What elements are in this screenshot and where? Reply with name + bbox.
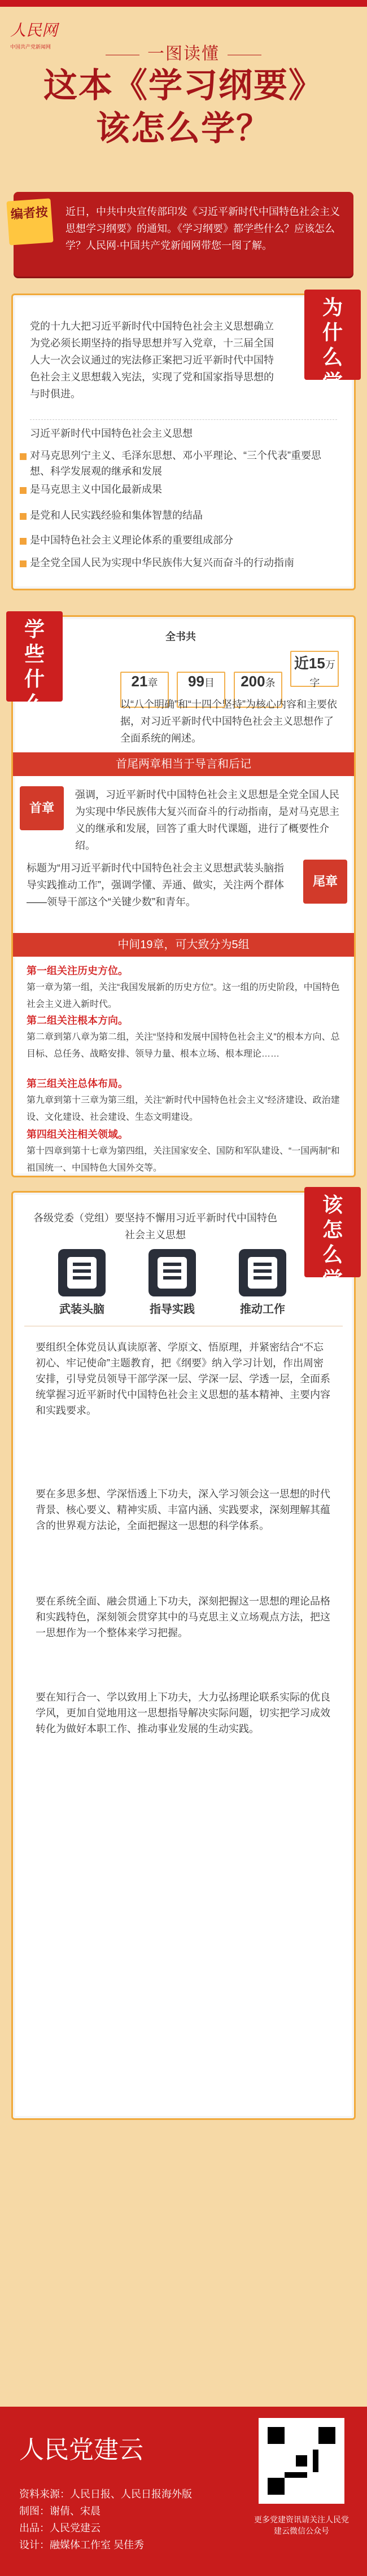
- section-why-tag: [304, 290, 361, 419]
- logo-subtitle: 中国共产党新闻网: [10, 44, 51, 50]
- section-how-char: 么: [322, 1243, 343, 1267]
- group-2-title: 第二组关注根本方向。: [27, 1015, 128, 1026]
- editor-tag: 编者按: [6, 198, 53, 245]
- footer-meta-line: 设计：融媒体工作室 吴佳秀: [19, 2539, 144, 2551]
- ribbon-middle: 中间19章，可大致分为5组: [13, 933, 354, 957]
- section-what-char: 么: [24, 692, 45, 716]
- section-why-char: 为: [322, 296, 343, 319]
- section-how-tag: [304, 1187, 361, 1316]
- list-item: 是中国特色社会主义理论体系的重要组成部分: [30, 532, 337, 548]
- icon-label: 指导实践: [150, 1303, 195, 1316]
- section-what-tag: [6, 611, 63, 741]
- group-2-text: 第二章到第八章为第二组，关注“坚持和发展中国特色社会主义”的根本方向、总目标、总任务、战略安排、领导力量、根本立场、根本理论……: [27, 1032, 340, 1059]
- list-item: 对马克思列宁主义、毛泽东思想、邓小平理论、“三个代表”重要思想、科学发展观的继承和发展: [30, 448, 337, 479]
- section-how-char: ？: [322, 1293, 343, 1316]
- section-what: [11, 615, 356, 1177]
- qr-caption: 更多党建资讯请关注人民党建云微信公众号: [254, 2515, 349, 2535]
- how-item: 要在知行合一、学以致用上下功夫，大力弘扬理论联系实际的优良学风，更加自觉地用这一思想指导解决实际问题，切实把学习成效转化为做好本职工作、推动事业发展的生动实践。: [36, 1692, 330, 1734]
- icon-label: 武装头脑: [59, 1303, 104, 1316]
- stat-chapters: 21章: [120, 672, 169, 708]
- stat-words: 近15万字: [290, 651, 339, 687]
- divider: [30, 419, 337, 420]
- hero-title-line1: 这本《学习纲要》: [43, 66, 324, 106]
- logo-brand: 人民网: [10, 21, 58, 40]
- footer-meta-line: 出品：人民党建云: [19, 2522, 101, 2534]
- badge-first: 首章: [20, 786, 64, 830]
- section-what-char: 什: [24, 667, 45, 691]
- section-what-char: 学: [24, 617, 45, 641]
- list-item: 是党和人民实践经验和集体智慧的结晶: [30, 507, 337, 523]
- section-why: [11, 293, 356, 590]
- footer-brand: 人民党建云: [19, 2435, 143, 2464]
- gear-icon: [239, 1249, 286, 1296]
- section-why-lead: 习近平新时代中国特色社会主义思想: [30, 428, 193, 439]
- section-why-char: 么: [322, 345, 343, 369]
- group-3-text: 第九章到第十三章为第三组，关注“新时代中国特色社会主义”经济建设、政治建设、文化建设、社会建设、生态文明建设。: [27, 1096, 340, 1122]
- total-label: 全书共: [165, 631, 196, 642]
- section-how-char: 该: [322, 1193, 343, 1217]
- section-what-char: ？: [24, 717, 45, 741]
- brain-icon: [58, 1249, 106, 1296]
- section-what-desc: 以“八个明确”和“十四个坚持”为核心内容和主要依据，对习近平新时代中国特色社会主义思想作了全面系统的阐述。: [120, 699, 337, 744]
- section-why-intro: 党的十九大把习近平新时代中国特色社会主义思想确立为党必须长期坚持的指导思想并写入党章，十三届全国人大一次会议通过的宪法修正案把习近平新时代中国特色社会主义思想载入宪法，实现了党和国家指导思想的与时俱进。: [30, 321, 274, 400]
- list-item: 是全党全国人民为实现中华民族伟大复兴而奋斗的行动指南: [30, 555, 337, 571]
- group-4-title: 第四组关注相关领域。: [27, 1129, 128, 1140]
- stat-items: 200条: [234, 672, 282, 708]
- how-item: 要组织全体党员认真读原著、学原文、悟原理，并紧密结合“不忘初心、牢记使命”主题教育，把《纲要》纳入学习计划，作出周密安排，引导党员领导干部学深一层、学深一层、学透一层，全面系统掌握习近平新时代中国特色社会主义思想的基本精神、主要内容和实践要求。: [36, 1342, 330, 1416]
- group-1-text: 第一章为第一组，关注“我国发展新的历史方位”。这一组的历史阶段，中国特色社会主义进入新时代。: [27, 983, 340, 1009]
- ribbon-head-tail: 首尾两章相当于导言和后记: [13, 752, 354, 776]
- badge-last: 尾章: [303, 860, 347, 904]
- editor-text: 近日，中共中央宣传部印发《习近平新时代中国特色社会主义思想学习纲要》的通知。《学习纲要》都学些什么？应该怎么学？人民网·中国共产党新闻网带您一图了解。: [65, 206, 340, 251]
- list-item: 是马克思主义中国化最新成果: [30, 481, 337, 497]
- icon-label: 推动工作: [240, 1303, 285, 1316]
- footer: [0, 2407, 367, 2576]
- section-what-char: 些: [24, 642, 45, 666]
- how-item: 要在系统全面、融会贯通上下功夫，深刻把握这一思想的理论品格和实践特色，深刻领会贯穿其中的马克思主义立场观点方法，把这一思想作为一个整体来学习把握。: [36, 1596, 330, 1639]
- section-how-intro: 各级党委（党组）要坚持不懈用习近平新时代中国特色社会主义思想: [33, 1212, 277, 1241]
- hero-title-line2: 该怎么学？: [96, 109, 271, 148]
- group-3-title: 第三组关注总体布局。: [27, 1078, 128, 1089]
- qr-code[interactable]: [259, 2418, 344, 2504]
- guidebook-icon: [148, 1249, 196, 1296]
- footer-meta: [19, 2486, 192, 2553]
- top-bar: [0, 0, 367, 7]
- footer-meta-line: 制图：谢倩、宋晨: [19, 2505, 101, 2517]
- hero-kicker: 一图读懂: [0, 40, 367, 64]
- section-how: [11, 1191, 356, 2120]
- group-1-title: 第一组关注历史方位。: [27, 965, 128, 976]
- section-how-char: 怎: [322, 1218, 343, 1242]
- section-why-char: 什: [322, 321, 343, 344]
- footer-meta-line: 资料来源：人民日报、人民日报海外版: [19, 2489, 192, 2500]
- last-chapter-text: 标题为“用习近平新时代中国特色社会主义思想武装头脑指导实践推动工作”，强调学懂、弄通、做实，关注两个群体——领导干部这个“关键少数”和青年。: [27, 862, 284, 908]
- section-how-char: 学: [322, 1268, 343, 1291]
- group-4-text: 第十四章到第十七章为第四组，关注国家安全、国防和军队建设、“一国两制”和祖国统一、中国特色大国外交等。: [27, 1146, 340, 1173]
- how-item: 要在多思多想、学深悟透上下功夫，深入学习领会这一思想的时代背景、核心要义、精神实质、丰富内涵、实践要求，深刻理解其蕴含的世界观方法论，全面把握这一思想的科学体系。: [36, 1488, 330, 1531]
- stat-sections: 99目: [177, 672, 225, 708]
- hero: [0, 40, 367, 150]
- editor-note: [10, 192, 353, 277]
- section-why-char: 学: [322, 370, 343, 394]
- first-chapter-text: 强调，习近平新时代中国特色社会主义思想是全党全国人民为实现中华民族伟大复兴而奋斗的行动指南，是对马克思主义的继承和发展，回答了重大时代课题，进行了概要性介绍。: [75, 789, 339, 851]
- section-why-char: ？: [322, 395, 343, 419]
